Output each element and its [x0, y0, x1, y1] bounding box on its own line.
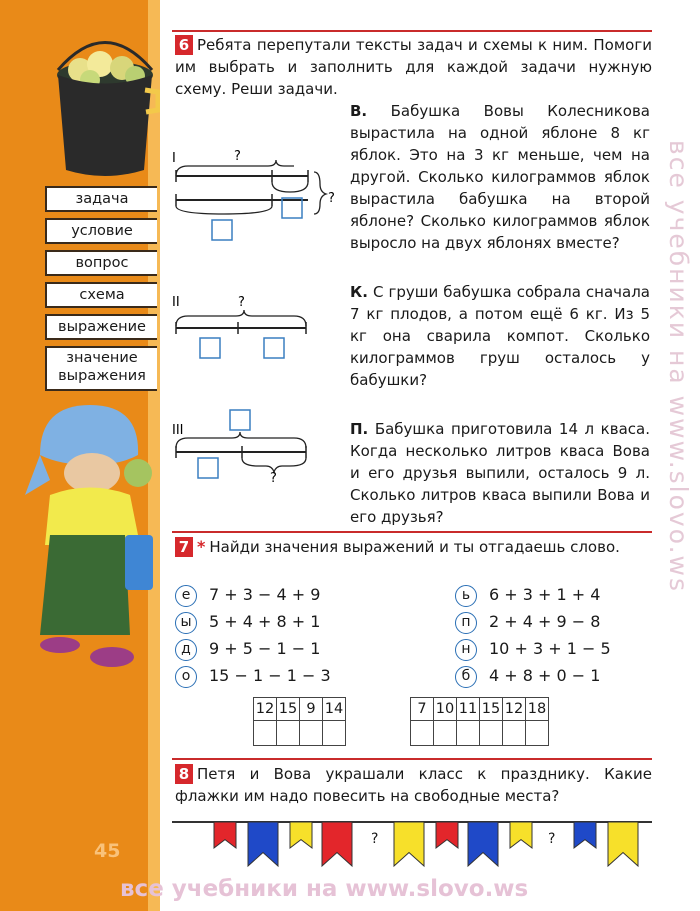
- flag: [468, 822, 498, 866]
- term-item: [45, 346, 157, 391]
- apple-bucket-illustration: [50, 20, 160, 180]
- grid-number: 12: [254, 698, 277, 721]
- expression: 10 + 3 + 1 − 5: [489, 639, 611, 658]
- grid-number: 15: [277, 698, 300, 721]
- expression: 15 − 1 − 1 − 3: [209, 666, 331, 685]
- expression-row: [455, 584, 600, 607]
- expression-row: [455, 665, 600, 688]
- letter-circle: о: [175, 666, 197, 688]
- grid-number: 15: [480, 698, 503, 721]
- page-number: 45: [94, 840, 121, 862]
- top-rule: [172, 30, 652, 32]
- term-item-text: значение выражения: [58, 350, 146, 384]
- scheme-question: ?: [234, 149, 241, 164]
- flag-garland: [172, 818, 652, 878]
- expression: 5 + 4 + 8 + 1: [209, 612, 321, 631]
- scheme-label: III: [172, 423, 184, 438]
- problem-letter: К.: [350, 283, 368, 301]
- grid-answer-cell[interactable]: [323, 721, 346, 746]
- problem-letter: В.: [350, 102, 368, 120]
- flag-question: ?: [548, 831, 556, 847]
- flag: [436, 822, 458, 848]
- task7-star: *: [197, 537, 206, 556]
- flag: [248, 822, 278, 866]
- problem-text: Бабушка Вовы Колесникова вырастила на одной яблоне 8 кг яблок. Это на 3 кг меньше, чем на другой. Сколько килограммов яблок вырастила бабушка на второй яблоне? Сколько килограммов яблок выросло на двух яблонях вместе?: [350, 102, 650, 252]
- answer-grid-2: [410, 697, 549, 746]
- grid-number: 14: [323, 698, 346, 721]
- scheme-3: [168, 408, 318, 484]
- grid-answer-cell[interactable]: [277, 721, 300, 746]
- term-item: задача: [45, 186, 157, 212]
- grid-number: 12: [503, 698, 526, 721]
- grid-number: 11: [457, 698, 480, 721]
- expression-row: [175, 611, 320, 634]
- flag: [290, 822, 312, 848]
- expression: 9 + 5 − 1 − 1: [209, 639, 321, 658]
- term-item: условие: [45, 218, 157, 244]
- task8-rule: [172, 758, 652, 760]
- scheme-question: ?: [238, 295, 245, 310]
- grid-answer-cell[interactable]: [503, 721, 526, 746]
- flag: [394, 822, 424, 866]
- task7-text: Найди значения выражений и ты отгадаешь слово.: [209, 538, 620, 556]
- task7-rule: [172, 531, 652, 533]
- letter-circle: н: [455, 639, 477, 661]
- expression-row: [175, 638, 320, 661]
- flag: [510, 822, 532, 848]
- letter-circle: б: [455, 666, 477, 688]
- task6-text: Ребята перепутали тексты задач и схемы к ним. Помоги им выбрать и заполнить для каждой задачи нужную схему. Реши задачи.: [175, 36, 652, 98]
- problem-k: [350, 281, 650, 391]
- task7-heading: [175, 536, 652, 558]
- task8-number: 8: [175, 764, 193, 784]
- expression-row: [175, 584, 320, 607]
- letter-circle: ы: [175, 612, 197, 634]
- term-list: [45, 186, 157, 397]
- grid-answer-cell[interactable]: [254, 721, 277, 746]
- task8-text: Петя и Вова украшали класс к празднику. Какие флажки им надо повесить на свободные места?: [175, 765, 652, 805]
- scheme-label: I: [172, 151, 176, 166]
- grid-number: 18: [526, 698, 549, 721]
- scheme-label: II: [172, 295, 180, 310]
- task8-heading: [175, 763, 652, 807]
- grid-answer-cell[interactable]: [457, 721, 480, 746]
- expression-row: [175, 665, 331, 688]
- expression: 6 + 3 + 1 + 4: [489, 585, 601, 604]
- term-item: выражение: [45, 314, 157, 340]
- grid-number: 7: [411, 698, 434, 721]
- letter-circle: ь: [455, 585, 477, 607]
- scheme-question: ?: [270, 471, 277, 484]
- expression: 7 + 3 − 4 + 9: [209, 585, 321, 604]
- expression-row: [455, 611, 600, 634]
- problem-v: [350, 100, 650, 254]
- term-item: вопрос: [45, 250, 157, 276]
- expression: 2 + 4 + 9 − 8: [489, 612, 601, 631]
- flag: [608, 822, 638, 866]
- answer-grid-1: [253, 697, 346, 746]
- task6-heading: [175, 34, 652, 100]
- task7-number: 7: [175, 537, 193, 557]
- grid-number: 9: [300, 698, 323, 721]
- letter-circle: п: [455, 612, 477, 634]
- grid-answer-cell[interactable]: [480, 721, 503, 746]
- grid-answer-cell[interactable]: [411, 721, 434, 746]
- flag: [322, 822, 352, 866]
- problem-text: С груши бабушка собрала сначала 7 кг плодов, а потом ещё 6 кг. Из 5 кг она сварила компот. Сколько килограммов груш осталось у бабушки?: [350, 283, 650, 389]
- scheme-2: [168, 292, 318, 364]
- problem-p: [350, 418, 650, 528]
- letter-circle: е: [175, 585, 197, 607]
- term-item: схема: [45, 282, 157, 308]
- problem-letter: П.: [350, 420, 369, 438]
- grid-answer-cell[interactable]: [434, 721, 457, 746]
- scheme-question: ?: [328, 191, 335, 206]
- scheme-1: [168, 148, 348, 248]
- flag: [214, 822, 236, 848]
- grid-answer-cell[interactable]: [526, 721, 549, 746]
- expression-row: [455, 638, 611, 661]
- expression: 4 + 8 + 0 − 1: [489, 666, 601, 685]
- letter-circle: д: [175, 639, 197, 661]
- task6-number: 6: [175, 35, 193, 55]
- flag-question: ?: [371, 831, 379, 847]
- watermark-bottom: все учебники на www.slovo.ws: [120, 876, 529, 902]
- grandma-illustration: [20, 395, 160, 685]
- problem-text: Бабушка приготовила 14 л кваса. Когда несколько литров кваса Вова и его друзья выпили, осталось 9 л. Сколько литров кваса выпили Вова и его друзья?: [350, 420, 650, 526]
- grid-answer-cell[interactable]: [300, 721, 323, 746]
- flag: [574, 822, 596, 848]
- grid-number: 10: [434, 698, 457, 721]
